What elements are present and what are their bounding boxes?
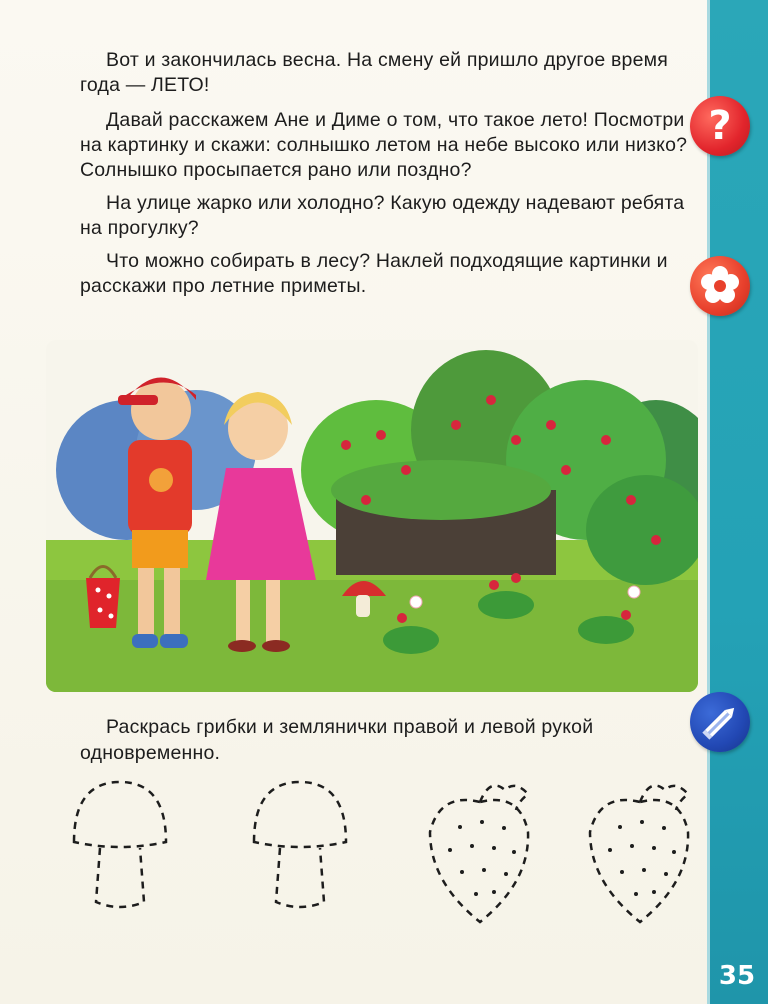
paragraph-4: Что можно собирать в лесу? Наклей подходящие картинки и расскажи про летние приметы. [80,250,668,297]
paragraph-2: Давай расскажем Ане и Диме о том, что такое лето! Посмотри на картинку и скажи: солнышко летом на небе высоко или низко? Солнышко просыпается рано или поздно? [80,109,688,181]
page-number: 35 [718,961,756,991]
coloring-outlines [60,772,710,942]
summer-illustration [46,340,698,692]
paragraph-1: Вот и закончилась весна. На смену ей пришло другое время года — ЛЕТО! [80,49,669,96]
question-badge [690,96,750,156]
intro-text [80,48,700,307]
task-instructions: Раскрась грибки и землянички правой и левой рукой одновременно. [80,716,594,764]
paragraph-3: На улице жарко или холодно? Какую одежду надевают ребята на прогулку? [80,192,685,239]
flower-icon [690,256,750,316]
mushroom-outline[interactable] [254,782,346,907]
question-icon: ? [708,103,732,149]
mushroom-outline[interactable] [74,782,166,907]
sticker-badge [690,256,750,316]
